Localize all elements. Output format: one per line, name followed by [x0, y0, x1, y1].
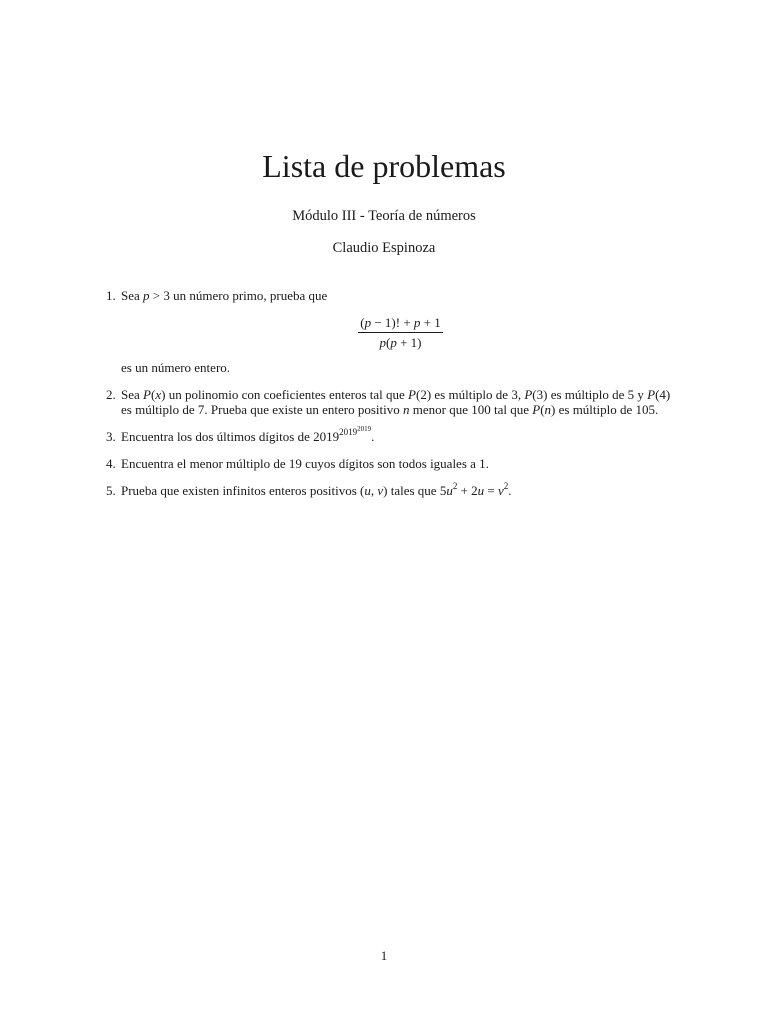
author-name: Claudio Espinoza [332, 240, 436, 256]
display-fraction [121, 315, 680, 350]
fraction-denominator: p(p + 1) [379, 335, 422, 350]
problem-number: 3. [106, 429, 116, 444]
problem-number: 5. [106, 483, 116, 498]
problem-2 [106, 387, 680, 417]
fraction-numerator: (p − 1)! + p + 1 [358, 315, 443, 333]
problem-text: Sea P(x) un polinomio con coeficientes enteros tal que P(2) es múltiplo de 3, P(3) es múltiplo de 5 y P(4) es múltiplo de 7. Prueba que existe un entero positivo n menor que 100 tal que P(n) es múltiplo de 105. [121, 387, 671, 417]
problem-5 [106, 483, 680, 498]
exponent: 20192019 [339, 425, 372, 437]
problem-text: Encuentra los dos últimos dígitos de $2019^{2019^{2019}}$. [121, 425, 375, 444]
problem-text [121, 288, 680, 303]
text-run: > 3 un número primo, prueba que [149, 288, 328, 303]
problem-3 [106, 425, 680, 444]
problem-4 [106, 456, 680, 471]
problem-1 [106, 288, 680, 375]
problem-list [106, 288, 680, 510]
page-title: Lista de problemas [262, 148, 506, 184]
problem-text: Prueba que existen infinitos enteros positivos (u, v) tales que $5u^2 + 2u = v^2$. [121, 481, 512, 498]
text-run: Sea [121, 288, 144, 303]
exponent-nested: 2019 [357, 425, 372, 433]
problem-number: 2. [106, 387, 116, 402]
problem-text-continued: es un número entero. [121, 360, 231, 375]
page-subtitle: Módulo III - Teoría de números [292, 208, 476, 224]
math-var: p [143, 288, 150, 303]
page-number: 1 [380, 948, 388, 963]
problem-number: 1. [106, 288, 116, 303]
problem-text: Encuentra el menor múltiplo de 19 cuyos dígitos son todos iguales a 1. [121, 456, 489, 471]
problem-number: 4. [106, 456, 116, 471]
